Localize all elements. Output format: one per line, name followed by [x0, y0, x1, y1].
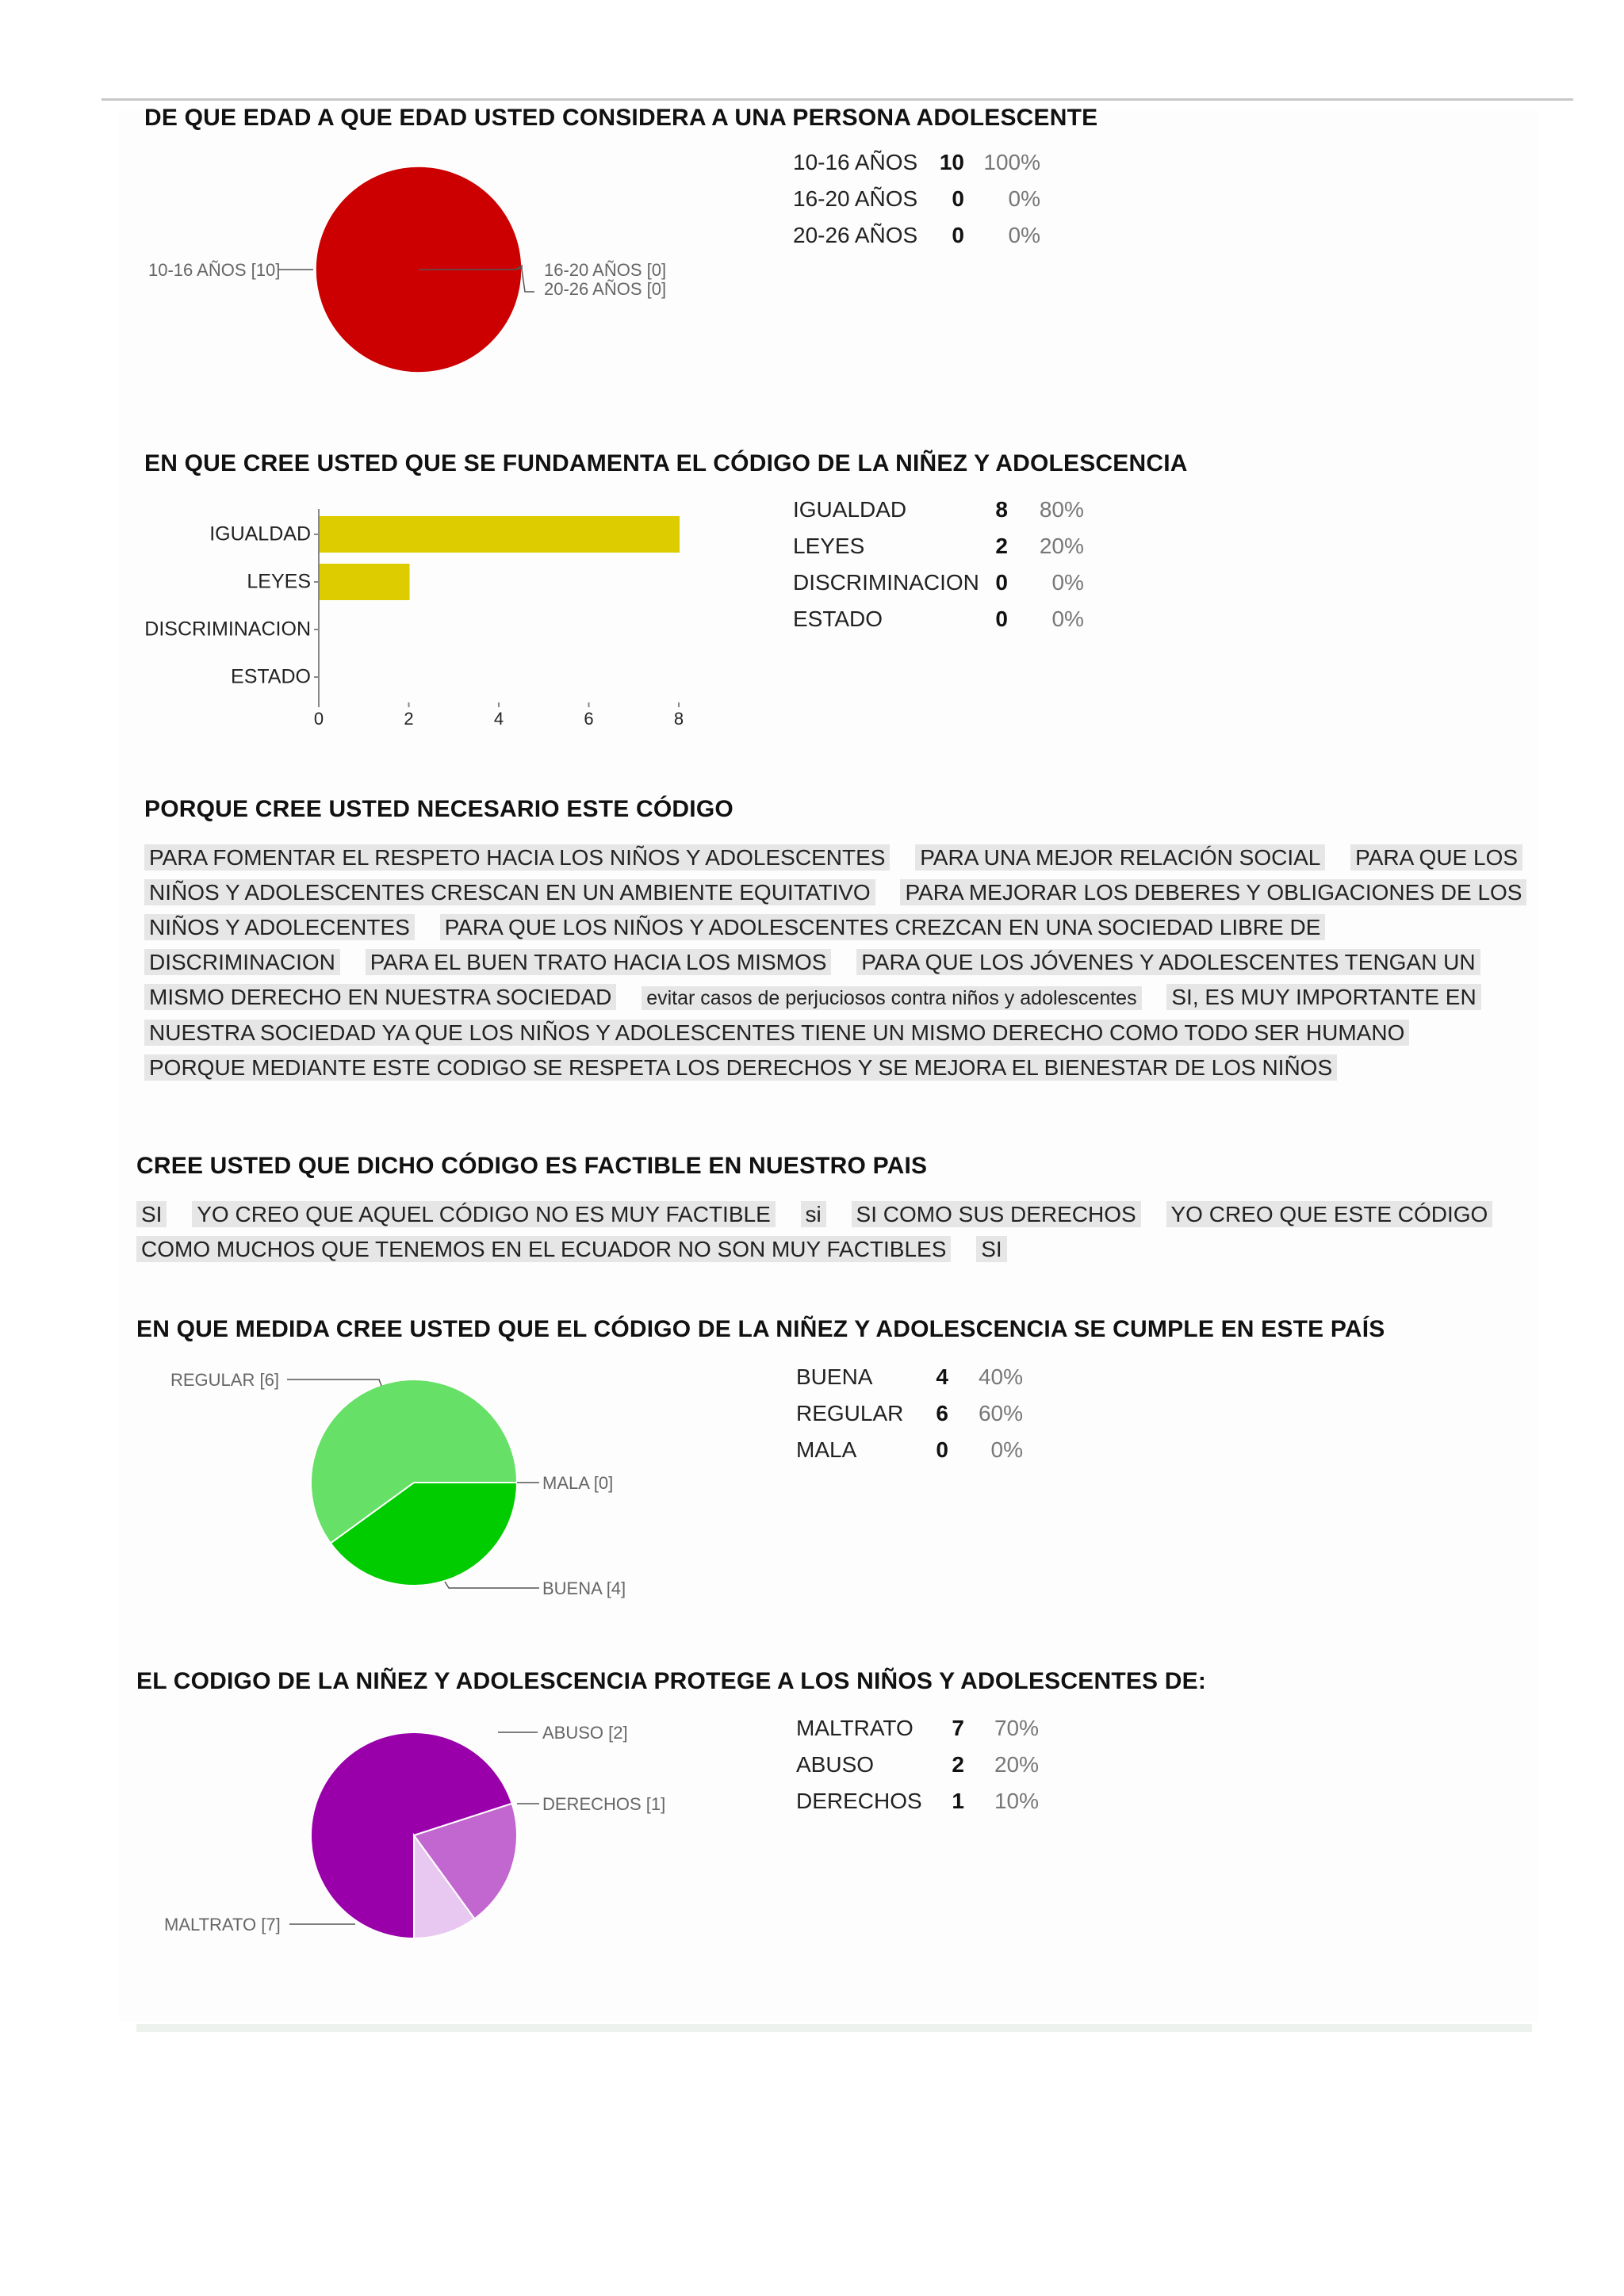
stats-pct: 40%: [978, 1364, 1023, 1389]
question-5-pie-chart: [143, 1364, 698, 1601]
stats-count: 7: [952, 1716, 964, 1740]
stats-count: 1: [952, 1789, 964, 1813]
leader-line: [287, 1380, 381, 1386]
leader-line: [522, 270, 534, 292]
response-item: SI: [976, 1236, 1006, 1262]
question-3-responses: [144, 840, 1524, 1085]
question-6-pie-chart: [143, 1716, 698, 1954]
question-6-title: EL CODIGO DE LA NIÑEZ Y ADOLESCENCIA PROTEGE A LOS NIÑOS Y ADOLESCENTES DE:: [136, 1668, 1207, 1694]
question-5-stats: [796, 1359, 1023, 1468]
category-label: ESTADO: [231, 665, 311, 688]
question-3-title: PORQUE CREE USTED NECESARIO ESTE CÓDIGO: [144, 796, 733, 822]
response-item: YO CREO QUE ESTE CÓDIGO COMO MUCHOS QUE TENEMOS EN EL ECUADOR NO SON MUY FACTIBLES: [136, 1201, 1492, 1262]
pie-slice-label: MALTRATO [7]: [164, 1914, 281, 1934]
response-item: PARA UNA MEJOR RELACIÓN SOCIAL: [915, 844, 1325, 871]
bar-igualdad: [320, 516, 680, 553]
stats-pct: 20%: [994, 1752, 1039, 1777]
stats-count: 2: [952, 1752, 964, 1777]
top-divider: [102, 98, 1573, 101]
stats-row: [793, 564, 1084, 601]
response-item: si: [801, 1201, 826, 1227]
pie-slice-label: REGULAR [6]: [170, 1369, 279, 1390]
response-item: PARA EL BUEN TRATO HACIA LOS MISMOS: [366, 949, 832, 975]
stats-count: 8: [995, 497, 1008, 522]
stats-row: [793, 601, 1084, 637]
pie-slice-label: 20-26 AÑOS [0]: [544, 278, 667, 299]
question-4-responses: [136, 1197, 1516, 1267]
stats-label: BUENA: [796, 1364, 873, 1389]
question-2-title: EN QUE CREE USTED QUE SE FUNDAMENTA EL CÓDIGO DE LA NIÑEZ Y ADOLESCENCIA: [144, 450, 1188, 476]
x-tick-label: 4: [493, 709, 504, 729]
stats-row: [796, 1395, 1023, 1432]
stats-label: MALTRATO: [796, 1716, 914, 1740]
x-tick-label: 0: [313, 709, 324, 729]
question-6-stats: [796, 1710, 1039, 1820]
stats-count: 0: [995, 570, 1008, 595]
stats-row: [793, 492, 1084, 528]
question-1-title: DE QUE EDAD A QUE EDAD USTED CONSIDERA A UNA PERSONA ADOLESCENTE: [144, 105, 1098, 131]
stats-row: [793, 144, 1040, 181]
pie-slice-label: BUENA [4]: [542, 1578, 626, 1598]
stats-pct: 70%: [994, 1716, 1039, 1740]
pie-slice-label: ABUSO [2]: [542, 1722, 628, 1743]
stats-pct: 10%: [994, 1789, 1039, 1813]
stats-row: [793, 217, 1040, 254]
stats-label: MALA: [796, 1437, 857, 1462]
category-label: LEYES: [247, 570, 311, 593]
response-item: SI: [136, 1201, 167, 1227]
stats-pct: 100%: [983, 150, 1040, 174]
response-item: PARA FOMENTAR EL RESPETO HACIA LOS NIÑOS Y ADOLESCENTES: [144, 844, 890, 871]
stats-row: [796, 1432, 1023, 1468]
x-tick-label: 8: [673, 709, 684, 729]
question-2-stats: [793, 492, 1084, 637]
bottom-divider: [136, 2024, 1532, 2032]
response-item: SI COMO SUS DERECHOS: [852, 1201, 1141, 1227]
stats-count: 0: [995, 607, 1008, 631]
leader-line: [445, 1582, 539, 1588]
question-2-bar-chart: [143, 499, 714, 737]
stats-pct: 60%: [978, 1401, 1023, 1425]
stats-count: 10: [939, 150, 964, 174]
question-1-stats: [793, 144, 1040, 254]
stats-label: ESTADO: [793, 607, 883, 631]
response-item: PORQUE MEDIANTE ESTE CODIGO SE RESPETA LOS DERECHOS Y SE MEJORA EL BIENESTAR DE LOS NIÑOS: [144, 1054, 1337, 1081]
stats-label: 16-20 AÑOS: [793, 186, 918, 211]
stats-row: [793, 181, 1040, 217]
stats-row: [796, 1783, 1039, 1820]
stats-count: 4: [936, 1364, 948, 1389]
response-item: PARA QUE LOS JÓVENES Y ADOLESCENTES TENGAN UN MISMO DERECHO EN NUESTRA SOCIEDAD: [144, 949, 1480, 1010]
response-item: PARA QUE LOS NIÑOS Y ADOLESCENTES CRESCAN EN UN AMBIENTE EQUITATIVO: [144, 844, 1522, 905]
pie-slice-label: DERECHOS [1]: [542, 1793, 666, 1814]
pie-slice-label: 16-20 AÑOS [0]: [544, 259, 667, 280]
stats-label: LEYES: [793, 534, 865, 558]
stats-row: [796, 1359, 1023, 1395]
stats-pct: 80%: [1039, 497, 1084, 522]
stats-count: 0: [952, 223, 964, 247]
pie-slice-label: 10-16 AÑOS [10]: [148, 259, 281, 280]
question-4-title: CREE USTED QUE DICHO CÓDIGO ES FACTIBLE EN NUESTRO PAIS: [136, 1153, 928, 1179]
stats-count: 6: [936, 1401, 948, 1425]
response-item: YO CREO QUE AQUEL CÓDIGO NO ES MUY FACTIBLE: [192, 1201, 776, 1227]
response-item: PARA MEJORAR LOS DEBERES Y OBLIGACIONES DE LOS NIÑOS Y ADOLECENTES: [144, 879, 1526, 940]
stats-count: 0: [936, 1437, 948, 1462]
question-1-pie-chart: [143, 151, 698, 388]
stats-row: [796, 1747, 1039, 1783]
stats-pct: 20%: [1039, 534, 1084, 558]
stats-label: ABUSO: [796, 1752, 875, 1777]
response-item: PARA QUE LOS NIÑOS Y ADOLESCENTES CREZCAN EN UNA SOCIEDAD LIBRE DE DISCRIMINACION: [144, 914, 1325, 975]
bar-leyes: [320, 564, 410, 600]
stats-pct: 0%: [1008, 223, 1040, 247]
stats-pct: 0%: [1051, 570, 1084, 595]
stats-label: DERECHOS: [796, 1789, 922, 1813]
stats-label: 20-26 AÑOS: [793, 223, 918, 247]
stats-label: IGUALDAD: [793, 497, 907, 522]
category-label: IGUALDAD: [209, 522, 311, 545]
stats-label: DISCRIMINACION: [793, 570, 979, 595]
response-item: SI, ES MUY IMPORTANTE EN NUESTRA SOCIEDAD YA QUE LOS NIÑOS Y ADOLESCENTES TIENE UN MISMO DERECHO COMO TODO SER HUMANO: [144, 984, 1481, 1046]
stats-count: 2: [995, 534, 1008, 558]
question-5-title: EN QUE MEDIDA CREE USTED QUE EL CÓDIGO DE LA NIÑEZ Y ADOLESCENCIA SE CUMPLE EN ESTE PAÍS: [136, 1316, 1385, 1342]
response-item: evitar casos de perjuciosos contra niños y adolescentes: [642, 986, 1141, 1010]
category-label: DISCRIMINACION: [144, 618, 311, 641]
stats-label: 10-16 AÑOS: [793, 150, 918, 174]
pie-slice-label: MALA [0]: [542, 1472, 614, 1493]
stats-pct: 0%: [1051, 607, 1084, 631]
stats-pct: 0%: [1008, 186, 1040, 211]
stats-row: [796, 1710, 1039, 1747]
x-tick-label: 6: [584, 709, 594, 729]
x-tick-label: 2: [404, 709, 414, 729]
stats-row: [793, 528, 1084, 564]
stats-pct: 0%: [990, 1437, 1023, 1462]
stats-count: 0: [952, 186, 964, 211]
stats-label: REGULAR: [796, 1401, 904, 1425]
